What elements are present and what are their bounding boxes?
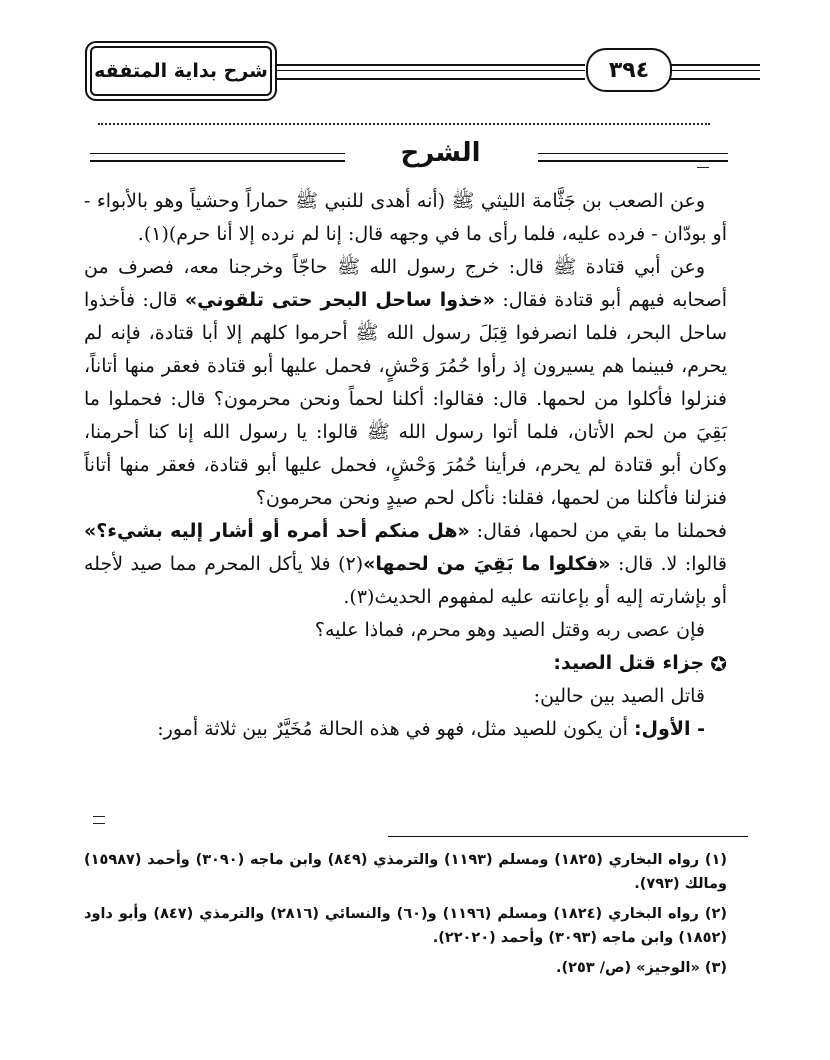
paragraph-1 [84,185,727,251]
paragraph-2-text-b: قال: فأخذوا ساحل البحر، فلما انصرفوا قِبَلَ رسول الله ﷺ أحرموا كلهم إلا أبا قتادة، فإنه لم يحرم، فبينما هم يسيرون إذ رأوا حُمُرَ وَحْشٍ، فحمل عليها أبو قتادة فعقر منها أتاناً، فنزلوا فأكلوا من لحمها. قال: فقالوا: أكلنا لحماً ونحن محرمون؟ قال: فحملوا ما بَقِيَ من لحم الأتان، فلما أتوا رسول الله ﷺ قالوا: يا رسول الله إنا كنا أحرمنا، وكان أبو قتادة لم يحرم، فرأينا حُمُرَ وَحْشٍ، فحمل عليها أبو قتادة، فعقر منها أتاناً فنزلنا فأكلنا من لحمها، فقلنا: نأكل لحم صيدٍ ونحن محرمون؟ [84,289,727,509]
footnote-2: (٢) رواه البخاري (١٨٢٤) ومسلم (١١٩٦) و(٦٠) والنسائي (٢٨١٦) والترمذي (٨٤٧) وأبو داود (١٨٥٢) وابن ماجه (٣٠٩٣) وأحمد (٢٢٠٢٠). [84,906,728,946]
dotted-divider [98,123,710,125]
page-number-badge [586,48,672,92]
header-rule-right [670,64,760,80]
subheading-text: جزاء قتل الصيد: [553,652,705,674]
section-rule-left [90,153,345,162]
margin-mark-top [697,160,709,168]
section-heading [90,138,728,176]
paragraph-3-text-b: قالوا: لا. قال: [610,553,728,575]
paragraph-2-text-a: وعن أبي قتادة ﷺ قال: خرج رسول الله ﷺ حاجّاً وخرجنا معه، فصرف من أصحابه فيهم أبو قتادة فقال: [84,256,728,311]
paragraph-3-text-a: فحملنا ما بقي من لحمها، فقال: [469,520,727,542]
hadith-quote-1: «خذوا ساحل البحر حتى تلقوني» [184,289,495,311]
first-case-label: - الأول: [633,718,705,740]
hadith-quote-3: «فكلوا ما بَقِيَ من لحمها» [363,553,611,575]
footnote-divider [388,836,748,837]
paragraph-6-text: أن يكون للصيد مثل، فهو في هذه الحالة مُخَيَّرٌ بين ثلاثة أمور: [157,718,634,740]
paragraph-3-text-c: (٢) فلا يأكل المحرم مما صيد لأجله أو بإشارته إليه أو بإعانته عليه لمفهوم الحديث(٣). [84,553,727,608]
paragraph-4 [84,614,727,647]
book-title-box [90,46,272,96]
paragraph-5-text: قاتل الصيد بين حالين: [533,685,705,707]
section-title: الشرح [400,138,481,168]
paragraph-3 [84,515,727,614]
decorative-star-icon: ✪ [710,651,727,676]
margin-mark-bottom [93,816,105,824]
page-number: ٣٩٤ [608,57,650,83]
footnote-3: (٣) «الوجيز» (ص/ ٢٥٣). [555,960,727,976]
main-text [84,185,727,746]
paragraph-2 [84,251,727,515]
paragraph-4-text: فإن عصى ربه وقتل الصيد وهو محرم، فماذا عليه؟ [314,619,705,641]
paragraph-5 [84,680,727,713]
hadith-quote-2: «هل منكم أحد أمره أو أشار إليه بشيء؟» [84,520,470,542]
page-header [70,42,760,100]
subheading-row [84,647,727,680]
footnotes [84,848,727,986]
header-rule-left [275,64,585,80]
book-title: شرح بداية المتفقه [94,60,268,82]
paragraph-6 [84,713,727,746]
paragraph-1-text: وعن الصعب بن جَثَّامة الليثي ﷺ (أنه أهدى للنبي ﷺ حماراً وحشياً وهو بالأبواء - أو بودّان - فرده عليه، فلما رأى ما في وجهه قال: إنا لم نرده إلا أنا حرم)(١). [84,190,727,245]
footnote-1: (١) رواه البخاري (١٨٢٥) ومسلم (١١٩٣) والترمذي (٨٤٩) وابن ماجه (٣٠٩٠) وأحمد (١٥٩٨٧) ومالك (٧٩٣). [84,852,728,892]
